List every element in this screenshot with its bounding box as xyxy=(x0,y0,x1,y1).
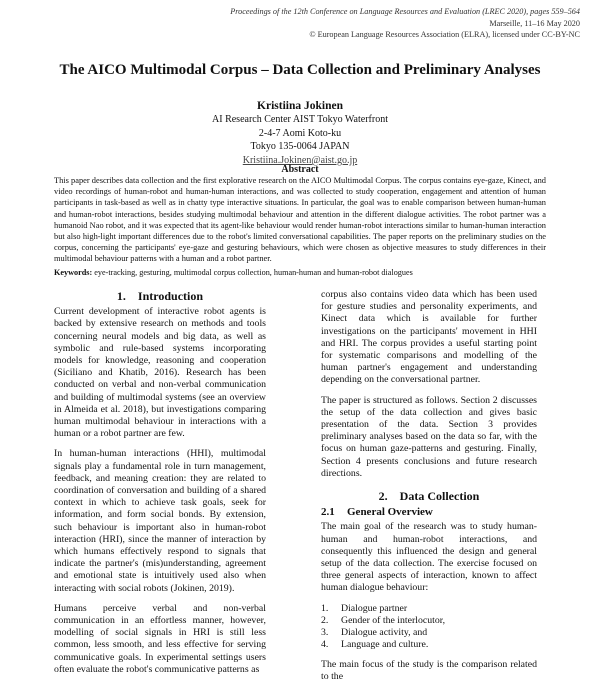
proceedings-line: Proceedings of the 12th Conference on Language Resources and Evaluation (LREC 2020), pages 559–564 xyxy=(230,7,580,16)
paragraph: Current development of interactive robot agents is backed by extensive research on methods and tools concerning neural models and big data, as well as symbolic and rule-based systems incorporating models for knowledge, reasoning and cooperation (Siciliano and Khatib, 2016). Research has been conducted on verbal and non-verbal communication and building of multimodal systems (see an overview in Almeida et al. 2018), but investigations comparing human multimodal behaviour in interactions with a human or a robot partner are few. xyxy=(54,306,266,440)
author-email-link[interactable]: Kristiina.Jokinen@aist.go.jp xyxy=(242,154,358,166)
paragraph: The main goal of the research was to study human-human and human-robot interactions, and consequently this influenced the design and general setup of the data collection. The exercise focused on three general aspects of interaction, known to affect human dialogue behaviour: xyxy=(321,521,537,594)
proceedings-header xyxy=(230,6,580,41)
license-line: © European Language Resources Association (ELRA), licensed under CC-BY-NC xyxy=(309,30,580,39)
list-item: 1. Dialogue partner xyxy=(321,602,408,614)
author-name: Kristiina Jokinen xyxy=(257,100,343,112)
paragraph: In human-human interactions (HHI), multimodal signals play a fundamental role in turn management, feedback, and meaning creation: they are related to coordination of conversation and building of a shared context in which to achieve task goals, seek for information, and form social bonds. By extension, such behaviour is important also in human-robot interaction (HRI), since the manner of interaction by which humans effectively respond to signals that indicate the partner's (mis)understanding, agreement and emotional state is intuitively used also when interacting with social robots (Jokinen, 2019). xyxy=(54,448,266,594)
paragraph: The paper is structured as follows. Section 2 discusses the setup of the data collection and gives basic presentation of the data. Section 3 provides preliminary analyses based on the data so far, with the focus on human gaze-patterns and gesturing. Finally, Section 4 presents conclusions and future research directions. xyxy=(321,394,537,479)
keywords-text: eye-tracking, gesturing, multimodal corpus collection, human-human and human-robot dialogues xyxy=(94,268,413,277)
paragraph: The main focus of the study is the comparison related to the xyxy=(321,658,537,682)
section-heading-data-collection: 2. Data Collection xyxy=(378,489,480,504)
subsection-heading-general-overview: 2.1 General Overview xyxy=(321,506,433,519)
left-column xyxy=(54,290,266,684)
abstract-heading: Abstract xyxy=(281,164,319,175)
author-block xyxy=(0,99,600,167)
paragraph: Humans perceive verbal and non-verbal communication in an effortless manner, however, modelling of social signals in HRI is still less common, less smooth, and less effective for serving communicative goals. In experimental settings users often evaluate the robot's communicative patterns as xyxy=(54,602,266,675)
paragraph: corpus also contains video data which has been used for gesture studies and personality experiments, and Kinect data which is available for further investigations on the participants' movement in HHI and HRI. The corpus provides a useful starting point for systematic comparisons and modelling of the human partner's engagement and understanding depending on the conversational partner. xyxy=(321,289,537,386)
aspects-list xyxy=(321,603,537,651)
right-column xyxy=(321,289,537,691)
keywords: Keywords: eye-tracking, gesturing, multimodal corpus collection, human-human and human-robot dialogues xyxy=(54,268,413,277)
list-item: 4. Language and culture. xyxy=(321,638,429,650)
section-heading-introduction: 1. Introduction xyxy=(116,289,204,303)
affiliation-line: AI Research Center AIST Tokyo Waterfront xyxy=(212,114,388,125)
abstract-text: This paper describes data collection and the first explorative research on the AICO Multimodal Corpus. The corpus contains eye-gaze, Kinect, and video recordings of human-robot and human-human interactions, and was collected to study cooperation, engagement and attention of human participants in task-based as well as in chatty type interactive situations. In particular, the goal was to enable comparison between human-human and human-robot interactions, besides studying multimodal behaviour and attention in the different dialogue activities. The robot partner was a humanoid Nao robot, and it was expected that its agent-like behaviour would render human-robot interactions similar to human-human interaction but also high-light important differences due to the robot's limited conversational capabilities. The paper reports on the preliminary studies on the corpus, concerning the participants' eye-gaze and gesturing behaviours, which were chosen as objective measures to study differences in their multimodal behaviour patterns with a human and a robot partner. xyxy=(54,176,546,264)
venue-date-line: Marseille, 11–16 May 2020 xyxy=(489,18,580,28)
keywords-label: Keywords xyxy=(54,268,90,277)
list-item: 2. Gender of the interlocutor, xyxy=(321,614,446,626)
paper-title: The AICO Multimodal Corpus – Data Collection and Preliminary Analyses xyxy=(59,62,541,78)
address-line: 2-4-7 Aomi Koto-ku xyxy=(258,127,342,139)
list-item: 3. Dialogue activity, and xyxy=(321,626,428,638)
city-line: Tokyo 135-0064 JAPAN xyxy=(250,141,350,153)
